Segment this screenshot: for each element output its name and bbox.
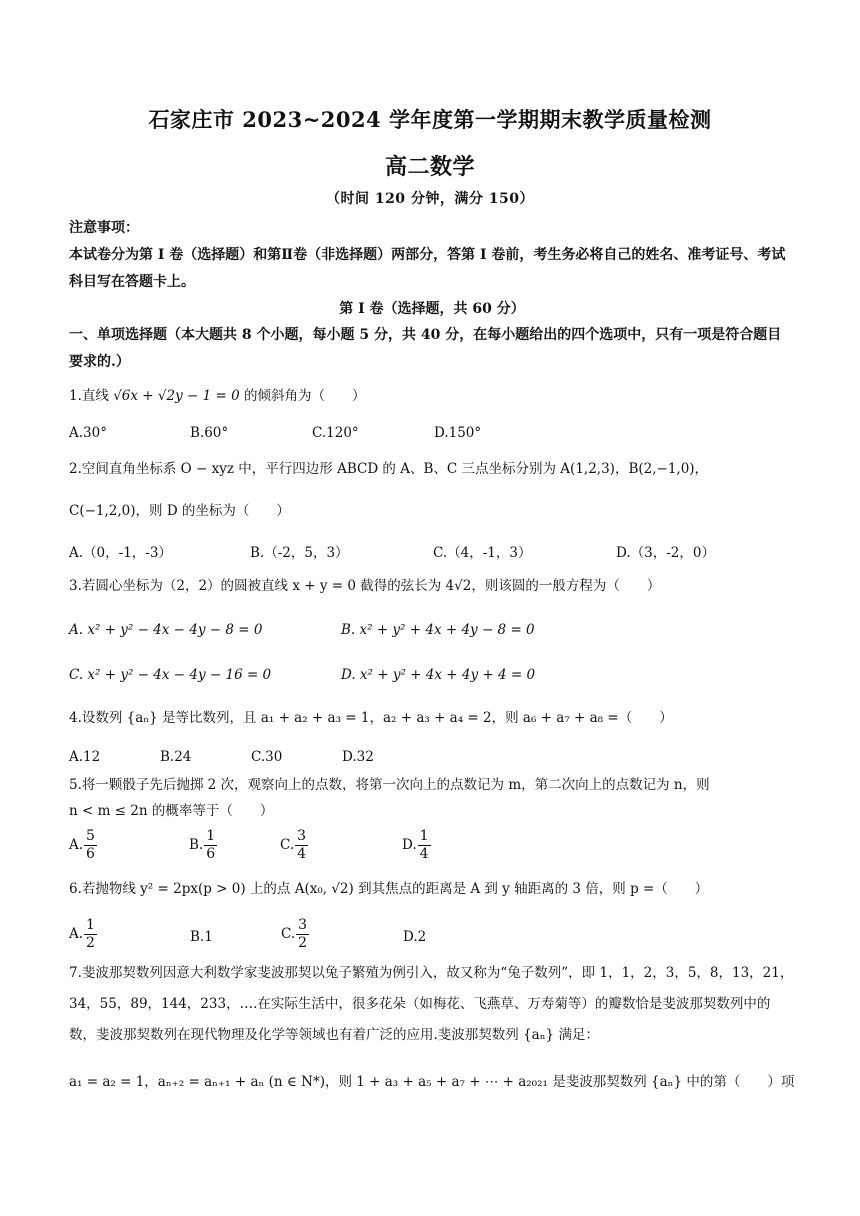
- question-6: 6.若抛物线 y² = 2px(p > 0) 上的点 A(x₀, √2) 到其焦点的距离是 A 到 y 轴距离的 3 倍，则 p =（ ）: [69, 881, 709, 897]
- question-3: 3.若圆心坐标为（2，2）的圆被直线 x + y = 0 截得的弦长为 4√2，则该圆的一般方程为（ ）: [69, 578, 661, 594]
- question-7: 7.斐波那契数列因意大利数学家斐波那契以兔子繁殖为例引入，故又称为“兔子数列”，即 1，1，2，3，5，8，13，21，34，55，89，144，233，….在实际生活中，很多花朵（如梅花、飞燕草、万寿菊等）的瓣数恰是斐波那契数列中的数，斐波那契数列在现代物理及化学等领域也有着广泛的应用.斐波那契数列 {aₙ} 满足：: [69, 965, 794, 1043]
- option-a[interactable]: A. $\frac{5}{6}$: [69, 828, 95, 862]
- question-5-line2: n < m ≤ 2n 的概率等于（ ）: [69, 803, 274, 819]
- time-note: （时间 120 分钟，满分 150）: [325, 191, 535, 207]
- subject-title: 高二数学: [384, 154, 475, 180]
- option-b[interactable]: B.24: [160, 749, 192, 765]
- fraction: $\frac{3}{4}$: [297, 828, 307, 862]
- fraction: $\frac{1}{2}$: [86, 917, 95, 951]
- option-a[interactable]: A. $\frac{1}{2}$: [69, 917, 95, 951]
- notice-text: 本试卷分为第 I 卷（选择题）和第Ⅱ卷（非选择题）两部分，答第 I 卷前，考生务必将自己的姓名、准考证号、考试科目写在答题卡上。: [69, 247, 786, 290]
- option-b[interactable]: B. $\frac{1}{6}$: [189, 828, 216, 862]
- fraction: $\frac{1}{4}$: [419, 828, 429, 862]
- option-d[interactable]: D.150°: [434, 425, 482, 441]
- option-c[interactable]: C. $\frac{3}{4}$: [280, 828, 307, 862]
- option-b[interactable]: B. x² + y² + 4x + 4y − 8 = 0: [341, 622, 535, 638]
- option-d[interactable]: D. x² + y² + 4x + 4y + 4 = 0: [341, 667, 536, 683]
- fraction: $\frac{5}{6}$: [86, 828, 95, 862]
- question-1-math: √6x + √2y − 1 = 0: [113, 388, 240, 404]
- option-a[interactable]: A.30°: [69, 425, 107, 441]
- option-c[interactable]: C. $\frac{3}{2}$: [281, 917, 308, 951]
- question-2-line1: 2.空间直角坐标系 O − xyz 中，平行四边形 ABCD 的 A、B、C 三点坐标分别为 A(1,2,3)，B(2,−1,0)，: [69, 461, 709, 477]
- question-4: 4.设数列 {aₙ} 是等比数列，且 a₁ + a₂ + a₃ = 1，a₂ + a₃ + a₄ = 2，则 a₆ + a₇ + a₈ =（ ）: [69, 710, 673, 726]
- option-a[interactable]: A. x² + y² − 4x − 4y − 8 = 0: [69, 622, 263, 638]
- option-c[interactable]: C.（4，-1，3）: [433, 545, 532, 561]
- question-1: [69, 383, 795, 409]
- part-heading: 一、单项选择题（本大题共 8 个小题，每小题 5 分，共 40 分，在每小题给出的四个选项中，只有一项是符合题目要求的.）: [69, 327, 782, 370]
- option-b[interactable]: B.60°: [190, 425, 229, 441]
- option-c[interactable]: C.30: [251, 749, 283, 765]
- option-b[interactable]: B.（-2，5，3）: [250, 545, 349, 561]
- option-d[interactable]: D.2: [403, 929, 427, 945]
- question-2-line2: C(−1,2,0)，则 D 的坐标为（ ）: [69, 503, 290, 519]
- question-1-suffix: 的倾斜角为（ ）: [243, 388, 366, 404]
- notice-heading: 注意事项：: [69, 220, 139, 236]
- option-d[interactable]: D.（3，-2，0）: [616, 545, 715, 561]
- option-c[interactable]: C.120°: [312, 425, 359, 441]
- option-d[interactable]: D. $\frac{1}{4}$: [402, 828, 429, 862]
- option-a[interactable]: A.（0，-1，-3）: [69, 545, 172, 561]
- fraction: $\frac{3}{2}$: [298, 917, 308, 951]
- exam-title: 石家庄市 2023~2024 学年度第一学期期末教学质量检测: [148, 107, 712, 132]
- option-a[interactable]: A.12: [69, 749, 101, 765]
- option-b[interactable]: B.1: [190, 929, 213, 945]
- question-1-prefix: 1.直线: [69, 388, 109, 404]
- option-d[interactable]: D.32: [342, 749, 374, 765]
- option-c[interactable]: C. x² + y² − 4x − 4y − 16 = 0: [69, 667, 272, 683]
- section-heading: 第 I 卷（选择题，共 60 分）: [339, 301, 525, 317]
- question-5-line1: 5.将一颗骰子先后抛掷 2 次，观察向上的点数，将第一次向上的点数记为 m，第二次向上的点数记为 n，则: [69, 777, 710, 793]
- fraction: $\frac{1}{6}$: [206, 828, 216, 862]
- question-7-last-line: a₁ = a₂ = 1，aₙ₊₂ = aₙ₊₁ + aₙ (n ∈ N*)，则 1 + a₃ + a₅ + a₇ + ⋯ + a₂₀₂₁ 是斐波那契数列 {aₙ} 中的第（ ）项: [69, 1074, 795, 1090]
